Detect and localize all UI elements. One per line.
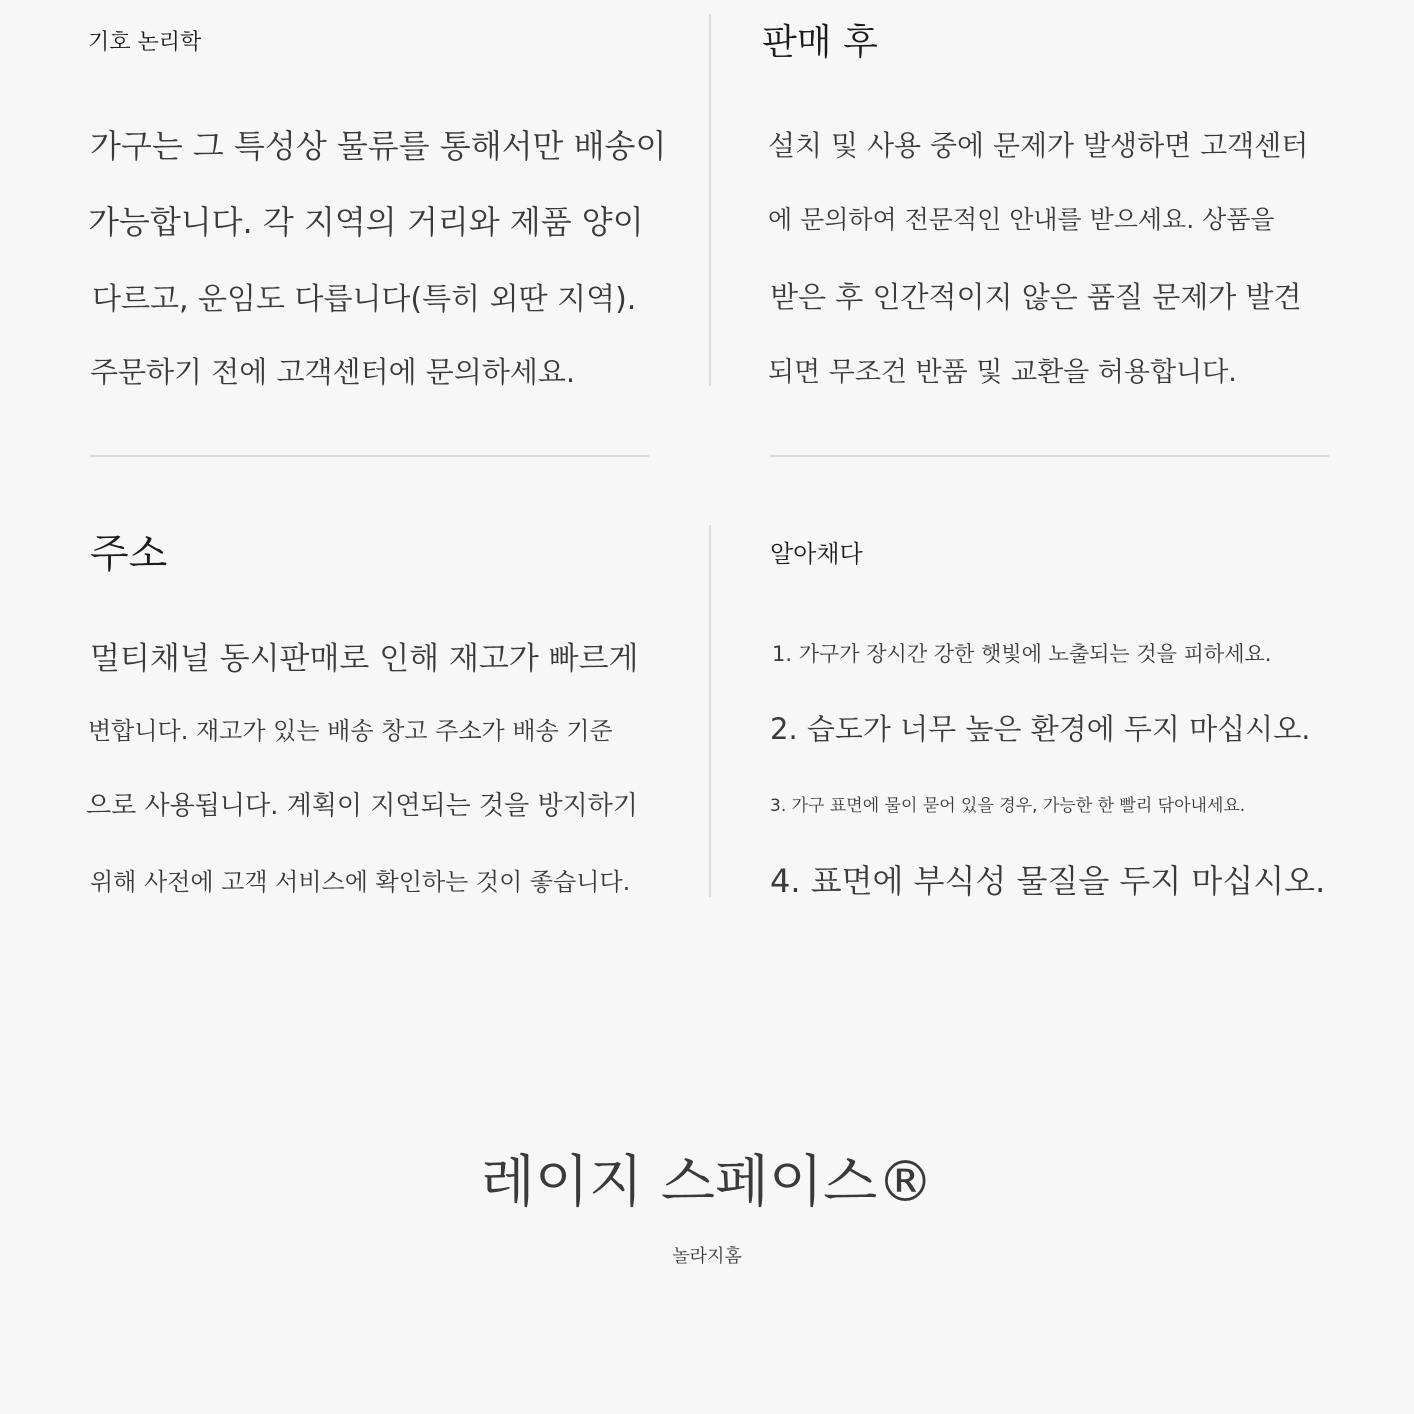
address-line-3: 으로 사용됩니다. 계획이 지연되는 것을 방지하기 xyxy=(86,791,638,821)
notice-line-2: 2. 습도가 너무 높은 환경에 두지 마십시오. xyxy=(770,712,1311,746)
section-title-notice: 알아채다 xyxy=(770,540,863,568)
notice-line-3: 3. 가구 표면에 물이 묻어 있을 경우, 가능한 한 빨리 닦아내세요. xyxy=(770,796,1246,816)
vertical-divider-bottom xyxy=(709,525,711,897)
notice-line-1: 1. 가구가 장시간 강한 햇빛에 노출되는 것을 피하세요. xyxy=(772,642,1272,666)
address-line-4: 위해 사전에 고객 서비스에 확인하는 것이 좋습니다. xyxy=(90,868,631,896)
section-title-address: 주소 xyxy=(90,531,168,577)
after-sales-line-1: 설치 및 사용 중에 문제가 발생하면 고객센터 xyxy=(768,129,1309,162)
symbol-logic-line-2: 가능합니다. 각 지역의 거리와 제품 양이 xyxy=(88,203,644,241)
symbol-logic-line-4: 주문하기 전에 고객센터에 문의하세요. xyxy=(90,355,576,389)
section-title-symbol-logic: 기호 논리학 xyxy=(88,30,202,55)
brand-name: 레이지 스페이스® xyxy=(480,1150,934,1215)
horizontal-divider-right xyxy=(770,455,1329,457)
horizontal-divider-left xyxy=(90,455,649,457)
symbol-logic-line-1: 가구는 그 특성상 물류를 통해서만 배송이 xyxy=(90,127,667,165)
notice-line-4: 4. 표면에 부식성 물질을 두지 마십시오. xyxy=(770,862,1326,900)
symbol-logic-line-3: 다르고, 운임도 다릅니다(특히 외딴 지역). xyxy=(92,282,637,317)
brand-tagline: 놀라지홈 xyxy=(672,1246,742,1267)
after-sales-line-2: 에 문의하여 전문적인 안내를 받으세요. 상품을 xyxy=(768,205,1275,234)
section-title-after-sales: 판매 후 xyxy=(762,22,878,63)
address-line-1: 멀티채널 동시판매로 인해 재고가 빠르게 xyxy=(90,641,639,677)
after-sales-line-3: 받은 후 인간적이지 않은 품질 문제가 발견 xyxy=(770,280,1302,314)
vertical-divider-top xyxy=(709,14,711,386)
address-line-2: 변합니다. 재고가 있는 배송 창고 주소가 배송 기준 xyxy=(88,717,613,745)
after-sales-line-4: 되면 무조건 반품 및 교환을 허용합니다. xyxy=(768,357,1237,388)
